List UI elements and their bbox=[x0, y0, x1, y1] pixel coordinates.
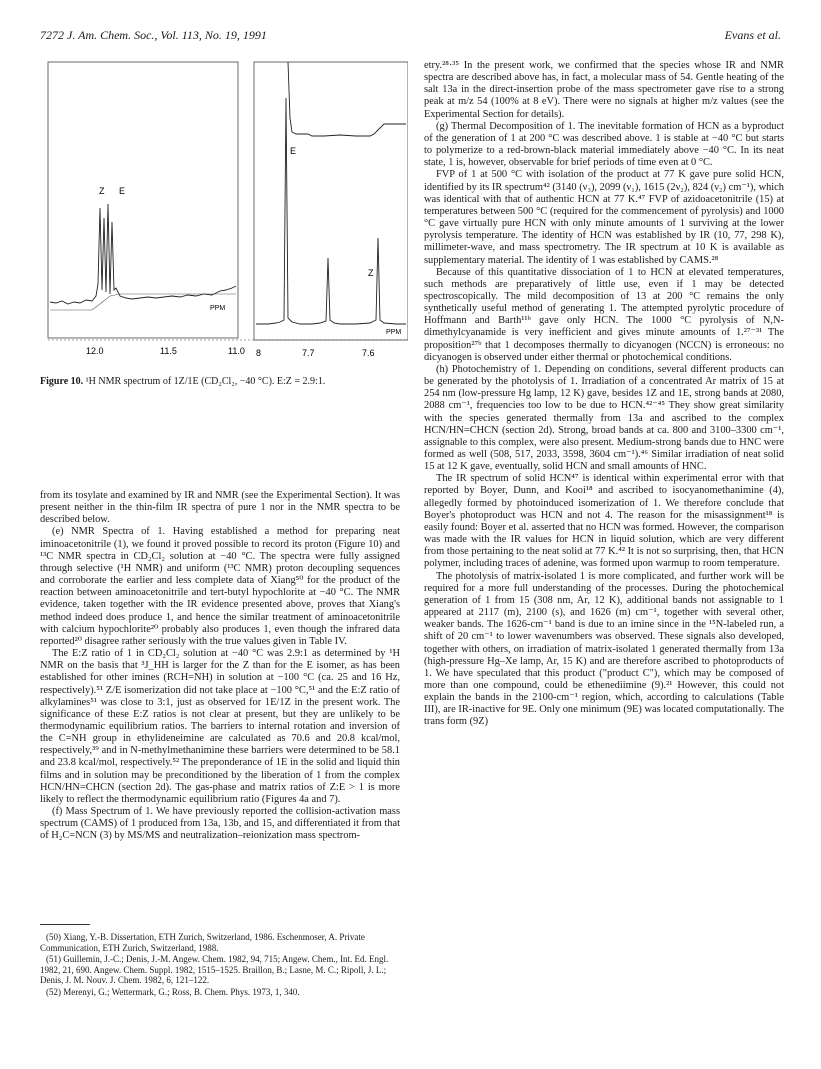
ppm-label-left: PPM bbox=[210, 305, 226, 312]
author-running-head: Evans et al. bbox=[724, 28, 781, 42]
x-tick-label: 7.7 bbox=[302, 348, 315, 358]
right-spectrum-trace bbox=[256, 98, 406, 324]
peak-label-e-right: E bbox=[290, 146, 297, 156]
paragraph: The photolysis of matrix-isolated 1 is more complicated, and further work will be required for a more full understanding of the processes. During the photochemical generation of 1 from 15 (308 nm, Ar, 12 K), additional bands not assignable to 1 appeared at 2117 (m), 2100 (s), and 1626 (m) cm⁻¹, together with several other, weaker bands. The 1626-cm⁻¹ band is due to an imine since in the ¹⁵N-labeled run, a shift of 20 cm⁻¹ to lower wavenumbers was observed. These signals also developed, together with others, on irradiation of matrix-isolated 1 generated thermally from 13a (high-pressure Hg–Xe lamp, Ar, 15 K) and are therefore ascribed to photoproducts of 1. We have speculated that this product ("product C"), which may be composed of more than one compound, could be ethenediimine (9).²¹ However, this could not explain the bands in the 2100-cm⁻¹ region, which, according to calculations (Table III), are IR-inactive for 9E. Only one minimum (9E) was located computationally. The trans form (9Z) bbox=[424, 570, 784, 728]
paragraph: (h) Photochemistry of 1. Depending on conditions, several different products can be generated by the photolysis of 1. Irradiation of a concentrated Ar matrix of 15 at 254 nm (low-pressure Hg lamp, 12 K) gave, besides 1Z and 1E, strong bands at 2080, 2088 cm⁻¹, frequencies too low to be due to HCN.⁴²⁻⁴⁵ They show great similarity with the species generated thermally from 13a and ascribed to the complex HCN/HN=CHCN (section 2d). Strong, broad bands at ca. 800 and 3100–3300 cm⁻¹, assignable to this complex, were also present. Medium-strong bands due to HNC were formed as well (508, 517, 2033, 3598, 3604 cm⁻¹).⁴⁶ Similar irradiation of neat solid 15 at 12 K gave, eventually, solid HCN and small amounts of HNC. bbox=[424, 363, 784, 473]
peak-label-z-right: Z bbox=[368, 268, 374, 278]
right-column bbox=[424, 60, 784, 729]
journal-citation: 7272 J. Am. Chem. Soc., Vol. 113, No. 19, 1991 bbox=[40, 28, 267, 42]
figure-caption bbox=[40, 376, 402, 388]
figure-caption-label: Figure 10. bbox=[40, 376, 84, 387]
x-tick-label: 11.0 bbox=[228, 346, 245, 356]
paragraph: from its tosylate and examined by IR and NMR (see the Experimental Section). It was present neither in the thin-film IR spectra of pure 1 nor in the NMR spectra to be described below. bbox=[40, 490, 400, 526]
reference: (51) Guillemin, J.-C.; Denis, J.-M. Angew. Chem. 1982, 94, 715; Angew. Chem., Int. Ed. Engl. 1982, 21, 690. Angew. Chem. Suppl. 1982, 1515–1525. Braillon, B.; Lasne, M. C.; Ripoll, J. L.; Denis, J. M. Nouv. J. Chem. 1982, 6, 121–122. bbox=[40, 954, 389, 986]
paragraph: FVP of 1 at 500 °C with isolation of the product at 77 K gave pure solid HCN, identified by its IR spectrum⁴² (3140 (ν₃), 2099 (ν₁), 1615 (2ν₂), 824 (ν₂) cm⁻¹), which was identical with that of authentic HCN at 77 K.⁴⁷ FVP of azidoacetonitrile (15) at temperatures between 500 °C (required for the commencement of pyrolysis) and 1000 °C gave virtually pure HCN with only minute amounts of 1 surviving at the lower pyrolysis temperature. The identity of HCN was established by IR (10, 77, 298 K), millimeter-wave, and mass spectrometry. The IR spectrum at 10 K is available as supplementary material. The identity of 1 was established by CAMS.²⁸ bbox=[424, 169, 784, 266]
x-tick-label: 11.5 bbox=[160, 346, 177, 356]
reference: (50) Xiang, Y.-B. Dissertation, ETH Zurich, Switzerland, 1986. Eschenmoser, A. Private Communication, ETH Zurich, Switzerland, 1988. bbox=[40, 932, 365, 953]
nmr-spectrum-plot bbox=[40, 58, 408, 370]
ppm-label-right: PPM bbox=[386, 329, 402, 336]
paragraph: Because of this quantitative dissociation of 1 to HCN at elevated temperatures, such methods are preparatively of little use, even if 1 may be detected spectroscopically. The mild decomposition of 13 at 200 °C remains the only synthetically useful method of generating 1. The attempted pyrolytic procedure of Hoffmann and Barth¹¹ᵇ gave only HCN. The 1000 °C pyrolysis of N,N-dimethylcyanamide is very inefficient and gives minute amounts of 1.²⁷⁻³¹ The proposition²⁷ᵇ that 1 decomposes thermally to dicyanogen (NCCN) is erroneous: no dicyanogen is observed under either thermal or photochemical conditions. bbox=[424, 266, 784, 363]
right-integral-trace bbox=[288, 62, 406, 136]
paragraph: (g) Thermal Decomposition of 1. The inevitable formation of HCN as a byproduct of the generation of 1 at 200 °C was described above. 1 is stable at −40 °C but starts to polymerize to a red-brown-black material immediately above −40 °C. In its neat state, 1 is, however, observable for brief periods of time even at 0 °C. bbox=[424, 120, 784, 169]
paragraph: (f) Mass Spectrum of 1. We have previously reported the collision-activation mass spectrum (CAMS) of 1 produced from 13a, 13b, and 15, and differentiated it from that of H₂C=NCN (3) by MS/MS and neutralization–reionization mass spectrom- bbox=[40, 806, 400, 842]
paragraph: The IR spectrum of solid HCN⁴⁷ is identical within experimental error with that reported by Boyer, Dunn, and Kooi¹⁸ and ascribed to isocyanomethanimine (4), allegedly formed by photoinduced isomerization of 1. We therefore conclude that Boyer's photoproduct was HCN and not 4. The reason for the misassignment¹⁸ is easily found: Boyer et al. asserted that no HCN was formed. However, the comparison was made with the IR values for HCN in liquid solution, which are very different from those pertaining to the neat solid at 77 K.⁴² It is not so surprising, then, that HCN polymer, including traces of adenine, was formed upon warmup to room temperature. bbox=[424, 473, 784, 570]
left-integral-trace bbox=[50, 294, 236, 310]
nmr-spectrum-figure bbox=[40, 58, 408, 370]
right-panel-frame bbox=[254, 62, 408, 340]
paragraph: The E:Z ratio of 1 in CD₂Cl₂ solution at −40 °C was 2.9:1 as determined by ¹H NMR on the basis that ³J_HH is larger for the Z than for the E isomer, as has been established for other imines (RCH=NH) in solution at −100 °C (ca. 25 and 16 Hz, respectively).⁵¹ Z/E isomerization did not take place at −100 °C,⁵¹ and the E:Z ratio of alkylamines⁵¹ was close to 3:1, just as observed for 1E/1Z in the present work. The significance of these E:Z ratios is not clear at present, but they are unlikely to be thermodynamic equilibrium ratios. The barriers to internal rotation and inversion of the C=NH group in ethylideneimine are calculated as 70.6 and 20.8 kcal/mol, respectively,³⁹ and in N-methylmethanimine these barriers were determined to be 58.1 and 23.8 kcal/mol, respectively.⁵² The preponderance of 1E in the solid and liquid thin films and in solution may be preconditioned by the liberation of 1 from the complex HCN/HN=CHCN (section 2d). The gas-phase and matrix ratios of Z:E > 1 is more likely to reflect the thermodynamic equilibrium ratio (Figures 4a and 7). bbox=[40, 648, 400, 805]
peak-label-e-left: E bbox=[119, 186, 126, 196]
running-header bbox=[40, 28, 781, 46]
footnote-rule bbox=[40, 924, 90, 925]
peak-label-z-left: Z bbox=[99, 186, 105, 196]
reference: (52) Merenyi, G.; Wettermark, G.; Ross, B. Chem. Phys. 1973, 1, 340. bbox=[46, 986, 300, 997]
paragraph: (e) NMR Spectra of 1. Having established a method for preparing neat iminoacetonitrile (1), we found it proved possible to record its proton (Figure 10) and ¹³C NMR spectra in CD₂Cl₂ solution at −40 °C. The spectra were fully assigned through selective (¹H NMR) and uniform (¹³C NMR) proton decoupling sequences and corroborate the earlier and less complete data of Xiang⁵⁰ for the product of the reaction between aminoacetonitrile and tert-butyl hypochlorite at −40 °C. The NMR evidence, taken together with the IR evidence presented above, proves that Xiang's method indeed does produce 1, and hence the similar treatment of aminoacetonitrile with calcium hypochlorite²⁰ probably also produces 1, even though the infrared data reported²⁰ disagree rather seriously with the true values given in Table IV. bbox=[40, 526, 400, 647]
x-tick-label: 12.0 bbox=[86, 346, 104, 356]
left-spectrum-trace bbox=[50, 204, 236, 304]
paragraph: etry.²⁸·³⁵ In the present work, we confirmed that the species whose IR and NMR spectra are described above has, in fact, a molecular mass of 54. Gentle heating of the salt 13a in the direct-insertion probe of the mass spectrometer gave rise to a strong peak at m/z 54 (100% at 8 eV). There were no signals at higher m/z values (see the Experimental Section for details). bbox=[424, 60, 784, 120]
figure-caption-text: ¹H NMR spectrum of 1Z/1E (CD₂Cl₂, −40 °C). E:Z = 2.9:1. bbox=[85, 376, 326, 387]
left-column bbox=[40, 490, 400, 843]
x-tick-label: 7.6 bbox=[362, 348, 375, 358]
left-panel-frame bbox=[48, 62, 238, 338]
footnote-references bbox=[40, 932, 402, 999]
x-tick-label: 8 bbox=[256, 348, 262, 358]
